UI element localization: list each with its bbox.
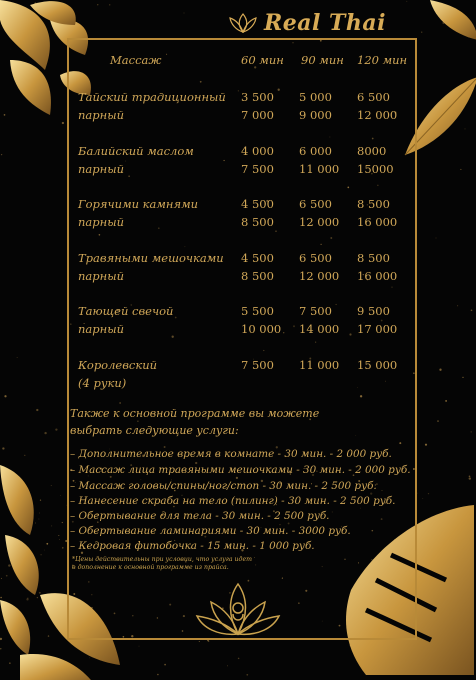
gold-speck	[2, 447, 4, 449]
price-cell: 16 000	[357, 215, 398, 229]
brand-header	[222, 8, 392, 38]
price-cell: 6 500	[299, 251, 332, 265]
price-cell: 8 500	[357, 251, 390, 265]
price-cell: 4 000	[241, 144, 274, 158]
massage-name: парный	[78, 215, 124, 229]
price-cell: 6 000	[299, 144, 332, 158]
massage-name: парный	[78, 162, 124, 176]
price-cell: 4 500	[241, 251, 274, 265]
gold-speck	[469, 475, 471, 477]
gold-speck	[469, 477, 471, 479]
massage-name: (4 руки)	[78, 376, 127, 390]
price-cell: 7 000	[241, 108, 274, 122]
price-cell: 9 500	[357, 304, 390, 318]
massage-name: Тайский традиционный	[78, 90, 226, 104]
massage-name: Травяными мешочками	[78, 251, 224, 265]
gold-speck	[139, 646, 140, 647]
price-cell: 15 000	[357, 358, 398, 372]
gold-speck	[436, 238, 437, 239]
price-cell: 5 500	[241, 304, 274, 318]
gold-speck	[17, 357, 18, 358]
lotus-buddha-icon	[193, 578, 283, 640]
massage-name: Королевский	[78, 358, 158, 372]
gold-speck	[1, 154, 2, 155]
price-cell: 11 000	[299, 358, 340, 372]
massage-name: Тающей свечой	[78, 304, 174, 318]
list-item: – Дополнительное время в комнате - 30 мин. - 2 000 руб.	[70, 448, 392, 460]
extras-intro	[70, 405, 410, 439]
list-item: – Обертывание ламинариями - 30 мин. - 3000 руб.	[70, 525, 351, 537]
price-cell: 11 000	[299, 162, 340, 176]
extras-intro-line: выбрать следующие услуги:	[70, 424, 239, 437]
gold-speck	[462, 377, 463, 378]
price-cell: 14 000	[299, 322, 340, 336]
list-item: – Массаж головы/спины/ног/стоп - 30 мин. - 2 500 руб.	[70, 480, 377, 492]
price-cell: 7 500	[241, 358, 274, 372]
footnote: *Цены действительны при условии, что услуга идет	[72, 556, 252, 563]
lotus-icon	[228, 12, 258, 34]
gold-speck	[437, 420, 439, 422]
price-cell: 5 000	[299, 90, 332, 104]
gold-speck	[445, 400, 447, 402]
price-cell: 7 500	[241, 162, 274, 176]
price-cell: 12 000	[299, 215, 340, 229]
gold-speck	[199, 641, 200, 642]
price-cell: 17 000	[357, 322, 398, 336]
gold-speck	[422, 498, 423, 499]
list-item: – Обертывание для тела - 30 мин. - 2 500 руб.	[70, 510, 330, 522]
gold-speck	[457, 305, 458, 306]
gold-speck	[44, 432, 46, 434]
price-cell: 15000	[357, 162, 394, 176]
extras-intro-line: Также к основной программе вы можете	[70, 407, 320, 420]
massage-name: парный	[78, 322, 124, 336]
massage-name: парный	[78, 269, 124, 283]
massage-name: Балийский маслом	[78, 144, 194, 158]
list-item: – Кедровая фитобочка - 15 мин. - 1 000 руб.	[70, 540, 315, 552]
price-cell: 7 500	[299, 304, 332, 318]
gold-speck	[471, 431, 472, 432]
gold-speck	[439, 369, 441, 371]
price-cell: 8 500	[241, 215, 274, 229]
massage-name: Горячими камнями	[78, 197, 199, 211]
column-header-90: 90 мин	[301, 53, 344, 67]
price-cell: 12 000	[357, 108, 398, 122]
gold-speck	[428, 493, 429, 494]
price-cell: 8 500	[241, 269, 274, 283]
footnote: в дополнение к основной программе из прайса.	[72, 564, 229, 571]
list-item: – Нанесение скраба на тело (пилинг) - 30 мин. - 2 500 руб.	[70, 495, 396, 507]
gold-speck	[184, 13, 185, 14]
gold-speck	[238, 658, 240, 660]
price-cell: 8000	[357, 144, 387, 158]
price-cell: 10 000	[241, 322, 282, 336]
brand-name: Real Thai	[264, 10, 387, 36]
price-cell: 9 000	[299, 108, 332, 122]
gold-speck	[425, 444, 427, 446]
gold-speck	[227, 665, 228, 666]
massage-name: парный	[78, 108, 124, 122]
gold-speck	[36, 409, 38, 411]
gold-speck	[157, 674, 159, 676]
price-cell: 12 000	[299, 269, 340, 283]
gold-speck	[164, 664, 166, 666]
price-cell: 8 500	[357, 197, 390, 211]
price-cell: 4 500	[241, 197, 274, 211]
list-item: – Массаж лица травяными мешочками - 30 мин. - 2 000 руб.	[70, 464, 411, 476]
column-header-60: 60 мин	[241, 53, 284, 67]
column-header-120: 120 мин	[357, 53, 408, 67]
column-header-massage: Массаж	[110, 53, 162, 67]
gold-speck	[246, 674, 248, 676]
gold-speck	[471, 309, 473, 311]
price-cell: 6 500	[299, 197, 332, 211]
price-cell: 3 500	[241, 90, 274, 104]
price-cell: 6 500	[357, 90, 390, 104]
gold-speck	[55, 428, 57, 430]
price-cell: 16 000	[357, 269, 398, 283]
gold-speck	[4, 395, 6, 397]
